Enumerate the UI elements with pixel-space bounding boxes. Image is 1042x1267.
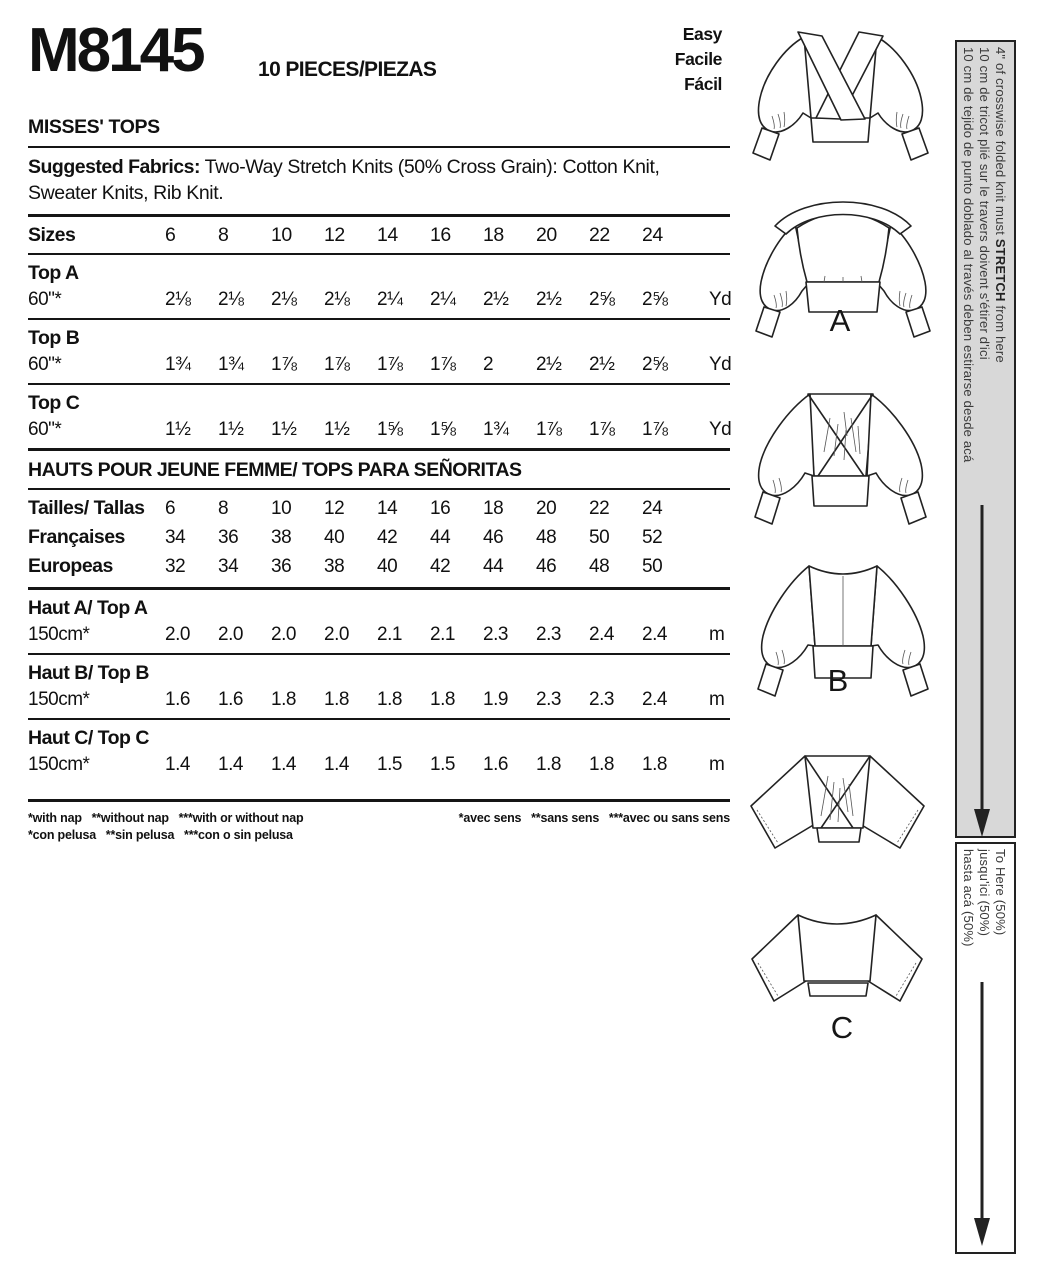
table-cell: 1.8 xyxy=(536,754,561,775)
table-cell: 2¼ xyxy=(377,289,403,310)
table-cell: 1¾ xyxy=(165,354,191,375)
unit: Yd xyxy=(709,289,732,310)
garment-category: MISSES' TOPS xyxy=(28,116,160,138)
intl-heading: HAUTS POUR JEUNE FEMME/ TOPS PARA SEÑORITAS xyxy=(28,459,522,481)
table-cell: 1½ xyxy=(271,419,297,440)
fabrics-text: Two-Way Stretch Knits (50% Cross Grain): Cotton Knit, Sweater Knits, Rib Knit. xyxy=(28,156,660,204)
stretch-note-fr: 10 cm de tricot plié sur le travers doivent s'étirer d'ici xyxy=(977,47,992,360)
sizes-row xyxy=(28,217,730,253)
table-cell: 48 xyxy=(536,527,557,548)
table-cell: 1½ xyxy=(165,419,191,440)
table-cell: 2⅝ xyxy=(589,289,615,310)
divider xyxy=(28,799,730,802)
table-cell: 12 xyxy=(324,498,345,519)
intl-size-row xyxy=(28,552,730,581)
table-cell: 2½ xyxy=(536,289,562,310)
to-here-arrow-icon xyxy=(972,982,992,1248)
stretch-arrow-icon xyxy=(972,505,992,838)
table-cell: 2.3 xyxy=(536,689,561,710)
view-name: Haut B/ Top B xyxy=(28,662,149,684)
header xyxy=(28,14,730,100)
stretch-gauge-text xyxy=(957,42,1011,467)
table-cell: 32 xyxy=(165,556,186,577)
stretch-note-en: 4" of crosswise folded knit must STRETCH from here xyxy=(993,47,1008,363)
table-cell: 2.0 xyxy=(165,624,190,645)
table-cell: 40 xyxy=(377,556,398,577)
table-cell: 2.0 xyxy=(271,624,296,645)
view-name: Top B xyxy=(28,327,80,349)
table-cell: 1⅞ xyxy=(377,354,403,375)
table-cell: 2⅛ xyxy=(271,289,297,310)
table-cell: 20 xyxy=(536,498,557,519)
yardage-values xyxy=(28,352,730,383)
unit: m xyxy=(709,754,725,775)
table-cell: 2.4 xyxy=(642,624,667,645)
table-cell: 1.8 xyxy=(430,689,455,710)
fabric-width: 150cm* xyxy=(28,754,90,775)
to-here-en: To Here (50%) xyxy=(993,849,1008,936)
table-cell: 2¼ xyxy=(430,289,456,310)
row-label: Tailles/ Tallas xyxy=(28,497,145,519)
view-c-front-drawing xyxy=(735,748,940,868)
to-here-text xyxy=(957,844,1011,952)
stretch-note-es: 10 cm de tejido de punto doblado al través deben estirarse desde acá xyxy=(961,47,976,463)
metric-row-top-b xyxy=(28,655,730,718)
difficulty-en: Easy xyxy=(682,24,722,44)
table-cell: 16 xyxy=(430,224,451,246)
table-cell: 50 xyxy=(589,527,610,548)
yardage-row-top-b xyxy=(28,320,730,383)
table-cell: 18 xyxy=(483,498,504,519)
table-cell: 34 xyxy=(218,556,239,577)
row-label: Françaises xyxy=(28,526,125,548)
view-a-front-drawing xyxy=(748,30,933,165)
table-cell: 2⅛ xyxy=(218,289,244,310)
table-cell: 34 xyxy=(165,527,186,548)
table-cell: 2½ xyxy=(483,289,509,310)
table-cell: 44 xyxy=(430,527,451,548)
yardage-row-top-c xyxy=(28,385,730,448)
pieces-count: 10 PIECES/PIEZAS xyxy=(258,58,437,81)
view-c-back-drawing xyxy=(740,903,935,1023)
table-cell: 6 xyxy=(165,498,176,519)
table-cell: 2.4 xyxy=(642,689,667,710)
unit: m xyxy=(709,689,725,710)
table-cell: 1.4 xyxy=(218,754,243,775)
divider xyxy=(28,146,730,148)
difficulty-fr: Facile xyxy=(674,49,722,69)
table-cell: 2.3 xyxy=(589,689,614,710)
unit: m xyxy=(709,624,725,645)
table-cell: 2.0 xyxy=(218,624,243,645)
table-cell: 1¾ xyxy=(483,419,509,440)
unit: Yd xyxy=(709,354,732,375)
table-cell: 50 xyxy=(642,556,663,577)
pattern-number: M8145 xyxy=(28,16,203,85)
sizes-label: Sizes xyxy=(28,224,76,246)
table-cell: 1.4 xyxy=(324,754,349,775)
table-cell: 10 xyxy=(271,224,292,246)
envelope-back-content xyxy=(28,14,730,842)
footnotes-line1 xyxy=(28,811,730,825)
table-cell: 1⅞ xyxy=(536,419,562,440)
footnote-sens-fr: *avec sens **sans sens ***avec ou sans sens xyxy=(458,811,730,825)
table-cell: 2⅛ xyxy=(165,289,191,310)
table-cell: 8 xyxy=(218,498,229,519)
footnote-nap-es: *con pelusa **sin pelusa ***con o sin pelusa xyxy=(28,828,293,842)
table-cell: 1⅞ xyxy=(430,354,456,375)
table-cell: 22 xyxy=(589,498,610,519)
metric-values xyxy=(28,622,730,653)
fabrics-label: Suggested Fabrics: xyxy=(28,156,200,178)
difficulty-es: Fácil xyxy=(684,74,722,94)
table-cell: 1.8 xyxy=(324,689,349,710)
table-cell: 1.4 xyxy=(271,754,296,775)
table-cell: 46 xyxy=(536,556,557,577)
table-cell: 38 xyxy=(271,527,292,548)
table-cell: 1⅞ xyxy=(271,354,297,375)
table-cell: 48 xyxy=(589,556,610,577)
table-cell: 1.6 xyxy=(218,689,243,710)
table-cell: 52 xyxy=(642,527,663,548)
view-b-front-drawing xyxy=(748,388,933,528)
table-cell: 42 xyxy=(377,527,398,548)
fabric-width: 60"* xyxy=(28,354,62,375)
table-cell: 42 xyxy=(430,556,451,577)
table-cell: 2⅝ xyxy=(642,289,668,310)
table-cell: 2 xyxy=(483,354,494,375)
table-cell: 24 xyxy=(642,224,663,246)
view-name: Top A xyxy=(28,262,79,284)
view-b-label: B xyxy=(827,663,849,698)
yardage-values xyxy=(28,287,730,318)
table-cell: 1.8 xyxy=(589,754,614,775)
row-label: Europeas xyxy=(28,555,113,577)
stretch-keyword: STRETCH xyxy=(993,238,1008,302)
to-here-fr: jusqu'ici (50%) xyxy=(977,849,992,937)
table-cell: 40 xyxy=(324,527,345,548)
table-cell: 2⅛ xyxy=(324,289,350,310)
metric-row-top-a xyxy=(28,590,730,653)
table-cell: 1.5 xyxy=(430,754,455,775)
table-cell: 14 xyxy=(377,224,398,246)
view-c-label: C xyxy=(830,1010,854,1045)
yardage-row-top-a xyxy=(28,255,730,318)
table-cell: 1.6 xyxy=(483,754,508,775)
table-cell: 1.8 xyxy=(377,689,402,710)
fabric-width: 150cm* xyxy=(28,624,90,645)
table-cell: 8 xyxy=(218,224,229,246)
table-cell: 1⅝ xyxy=(377,419,403,440)
table-cell: 1½ xyxy=(218,419,244,440)
table-cell: 2½ xyxy=(536,354,562,375)
table-cell: 1½ xyxy=(324,419,350,440)
table-cell: 2⅝ xyxy=(642,354,668,375)
table-cell: 1.9 xyxy=(483,689,508,710)
table-cell: 38 xyxy=(324,556,345,577)
table-cell: 24 xyxy=(642,498,663,519)
metric-row-top-c xyxy=(28,720,730,783)
table-cell: 2.1 xyxy=(377,624,402,645)
table-cell: 2.3 xyxy=(483,624,508,645)
table-cell: 46 xyxy=(483,527,504,548)
intl-size-row xyxy=(28,494,730,523)
view-name: Haut A/ Top A xyxy=(28,597,148,619)
table-cell: 2.3 xyxy=(536,624,561,645)
table-cell: 1.8 xyxy=(271,689,296,710)
table-cell: 1⅞ xyxy=(324,354,350,375)
table-cell: 44 xyxy=(483,556,504,577)
table-cell: 2½ xyxy=(589,354,615,375)
yardage-values xyxy=(28,417,730,448)
table-cell: 36 xyxy=(271,556,292,577)
table-cell: 22 xyxy=(589,224,610,246)
table-cell: 1⅞ xyxy=(642,419,668,440)
table-cell: 14 xyxy=(377,498,398,519)
table-cell: 16 xyxy=(430,498,451,519)
footnote-nap-en: *with nap **without nap ***with or without nap xyxy=(28,811,304,825)
table-cell: 2.1 xyxy=(430,624,455,645)
table-cell: 1¾ xyxy=(218,354,244,375)
suggested-fabrics xyxy=(28,154,730,206)
fabric-width: 60"* xyxy=(28,419,62,440)
table-cell: 12 xyxy=(324,224,345,246)
table-cell: 1⅞ xyxy=(589,419,615,440)
table-cell: 1.5 xyxy=(377,754,402,775)
table-cell: 1⅝ xyxy=(430,419,456,440)
fabric-width: 60"* xyxy=(28,289,62,310)
view-name: Haut C/ Top C xyxy=(28,727,149,749)
difficulty-levels xyxy=(675,22,722,97)
table-cell: 2.4 xyxy=(589,624,614,645)
table-cell: 20 xyxy=(536,224,557,246)
table-cell: 1.6 xyxy=(165,689,190,710)
intl-size-row xyxy=(28,523,730,552)
table-cell: 18 xyxy=(483,224,504,246)
metric-values xyxy=(28,687,730,718)
view-a-label: A xyxy=(829,303,851,338)
table-cell: 1.8 xyxy=(642,754,667,775)
intl-size-rows xyxy=(28,490,730,587)
table-cell: 1.4 xyxy=(165,754,190,775)
view-name: Top C xyxy=(28,392,80,414)
table-cell: 36 xyxy=(218,527,239,548)
metric-values xyxy=(28,752,730,783)
table-cell: 10 xyxy=(271,498,292,519)
table-cell: 6 xyxy=(165,224,176,246)
unit: Yd xyxy=(709,419,732,440)
fabric-width: 150cm* xyxy=(28,689,90,710)
to-here-es: hasta acá (50%) xyxy=(961,849,976,947)
table-cell: 2.0 xyxy=(324,624,349,645)
